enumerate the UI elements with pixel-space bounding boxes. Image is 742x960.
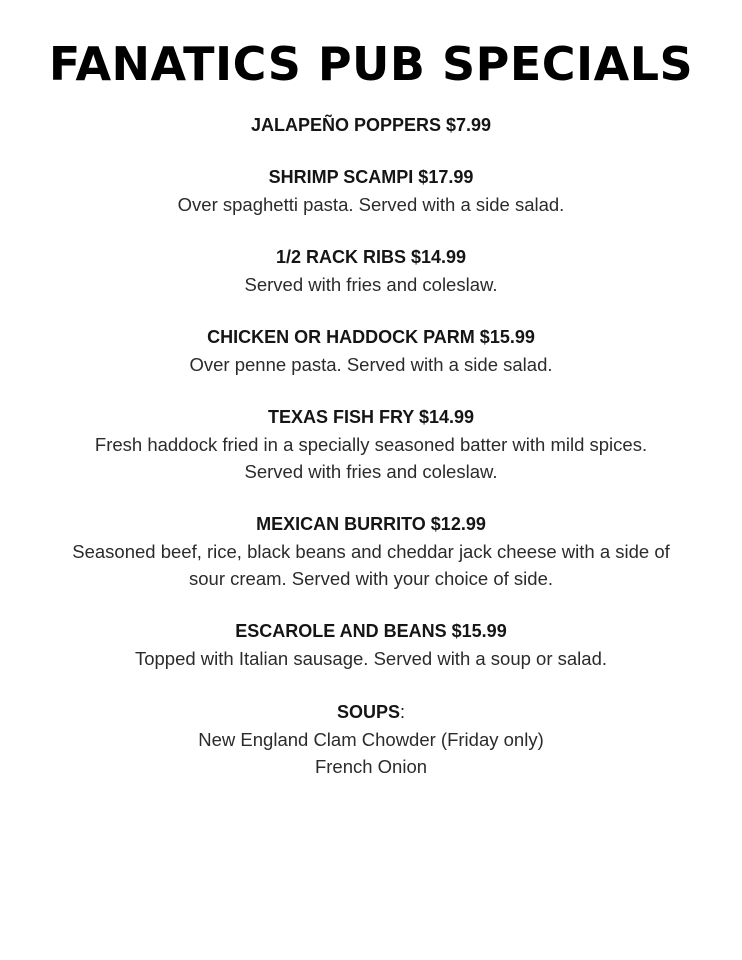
- menu-item-jalapeno-poppers: [0, 112, 742, 139]
- menu-item-chicken-haddock-parm: [0, 324, 742, 378]
- soups-label: SOUPS: [336, 702, 400, 722]
- item-description: Topped with Italian sausage. Served with a soup or salad.: [134, 648, 608, 669]
- item-name: JALAPEÑO POPPERS $7.99: [250, 115, 492, 135]
- item-description: Served with fries and coleslaw.: [244, 461, 498, 482]
- item-description: Seasoned beef, rice, black beans and cheddar jack cheese with a side of: [72, 541, 670, 562]
- item-description: Fresh haddock fried in a specially seasoned batter with mild spices.: [94, 434, 648, 455]
- item-name: CHICKEN OR HADDOCK PARM $15.99: [207, 327, 535, 347]
- item-name: MEXICAN BURRITO $12.99: [256, 514, 486, 534]
- item-description: Over penne pasta. Served with a side salad.: [189, 354, 553, 375]
- menu-item-shrimp-scampi: [0, 164, 742, 218]
- item-name: SHRIMP SCAMPI $17.99: [268, 167, 474, 187]
- menu-item-escarole-beans: [0, 618, 742, 672]
- item-name: ESCAROLE AND BEANS $15.99: [235, 621, 507, 641]
- menu-item-texas-fish-fry: [0, 404, 742, 485]
- menu-item-rack-ribs: [0, 244, 742, 298]
- soups-section: [0, 699, 742, 780]
- item-name: TEXAS FISH FRY $14.99: [267, 407, 475, 427]
- menu-title: FANATICS PUB SPECIALS: [48, 37, 694, 91]
- soups-colon: :: [400, 702, 406, 722]
- item-description: Over spaghetti pasta. Served with a side salad.: [177, 194, 565, 215]
- soup-item: French Onion: [314, 756, 428, 777]
- menu-item-mexican-burrito: [0, 511, 742, 592]
- item-description: sour cream. Served with your choice of side.: [189, 568, 553, 589]
- soup-item: New England Clam Chowder (Friday only): [198, 729, 544, 750]
- item-name: 1/2 RACK RIBS $14.99: [275, 247, 467, 267]
- item-description: Served with fries and coleslaw.: [244, 274, 498, 295]
- soups-heading: [0, 699, 742, 726]
